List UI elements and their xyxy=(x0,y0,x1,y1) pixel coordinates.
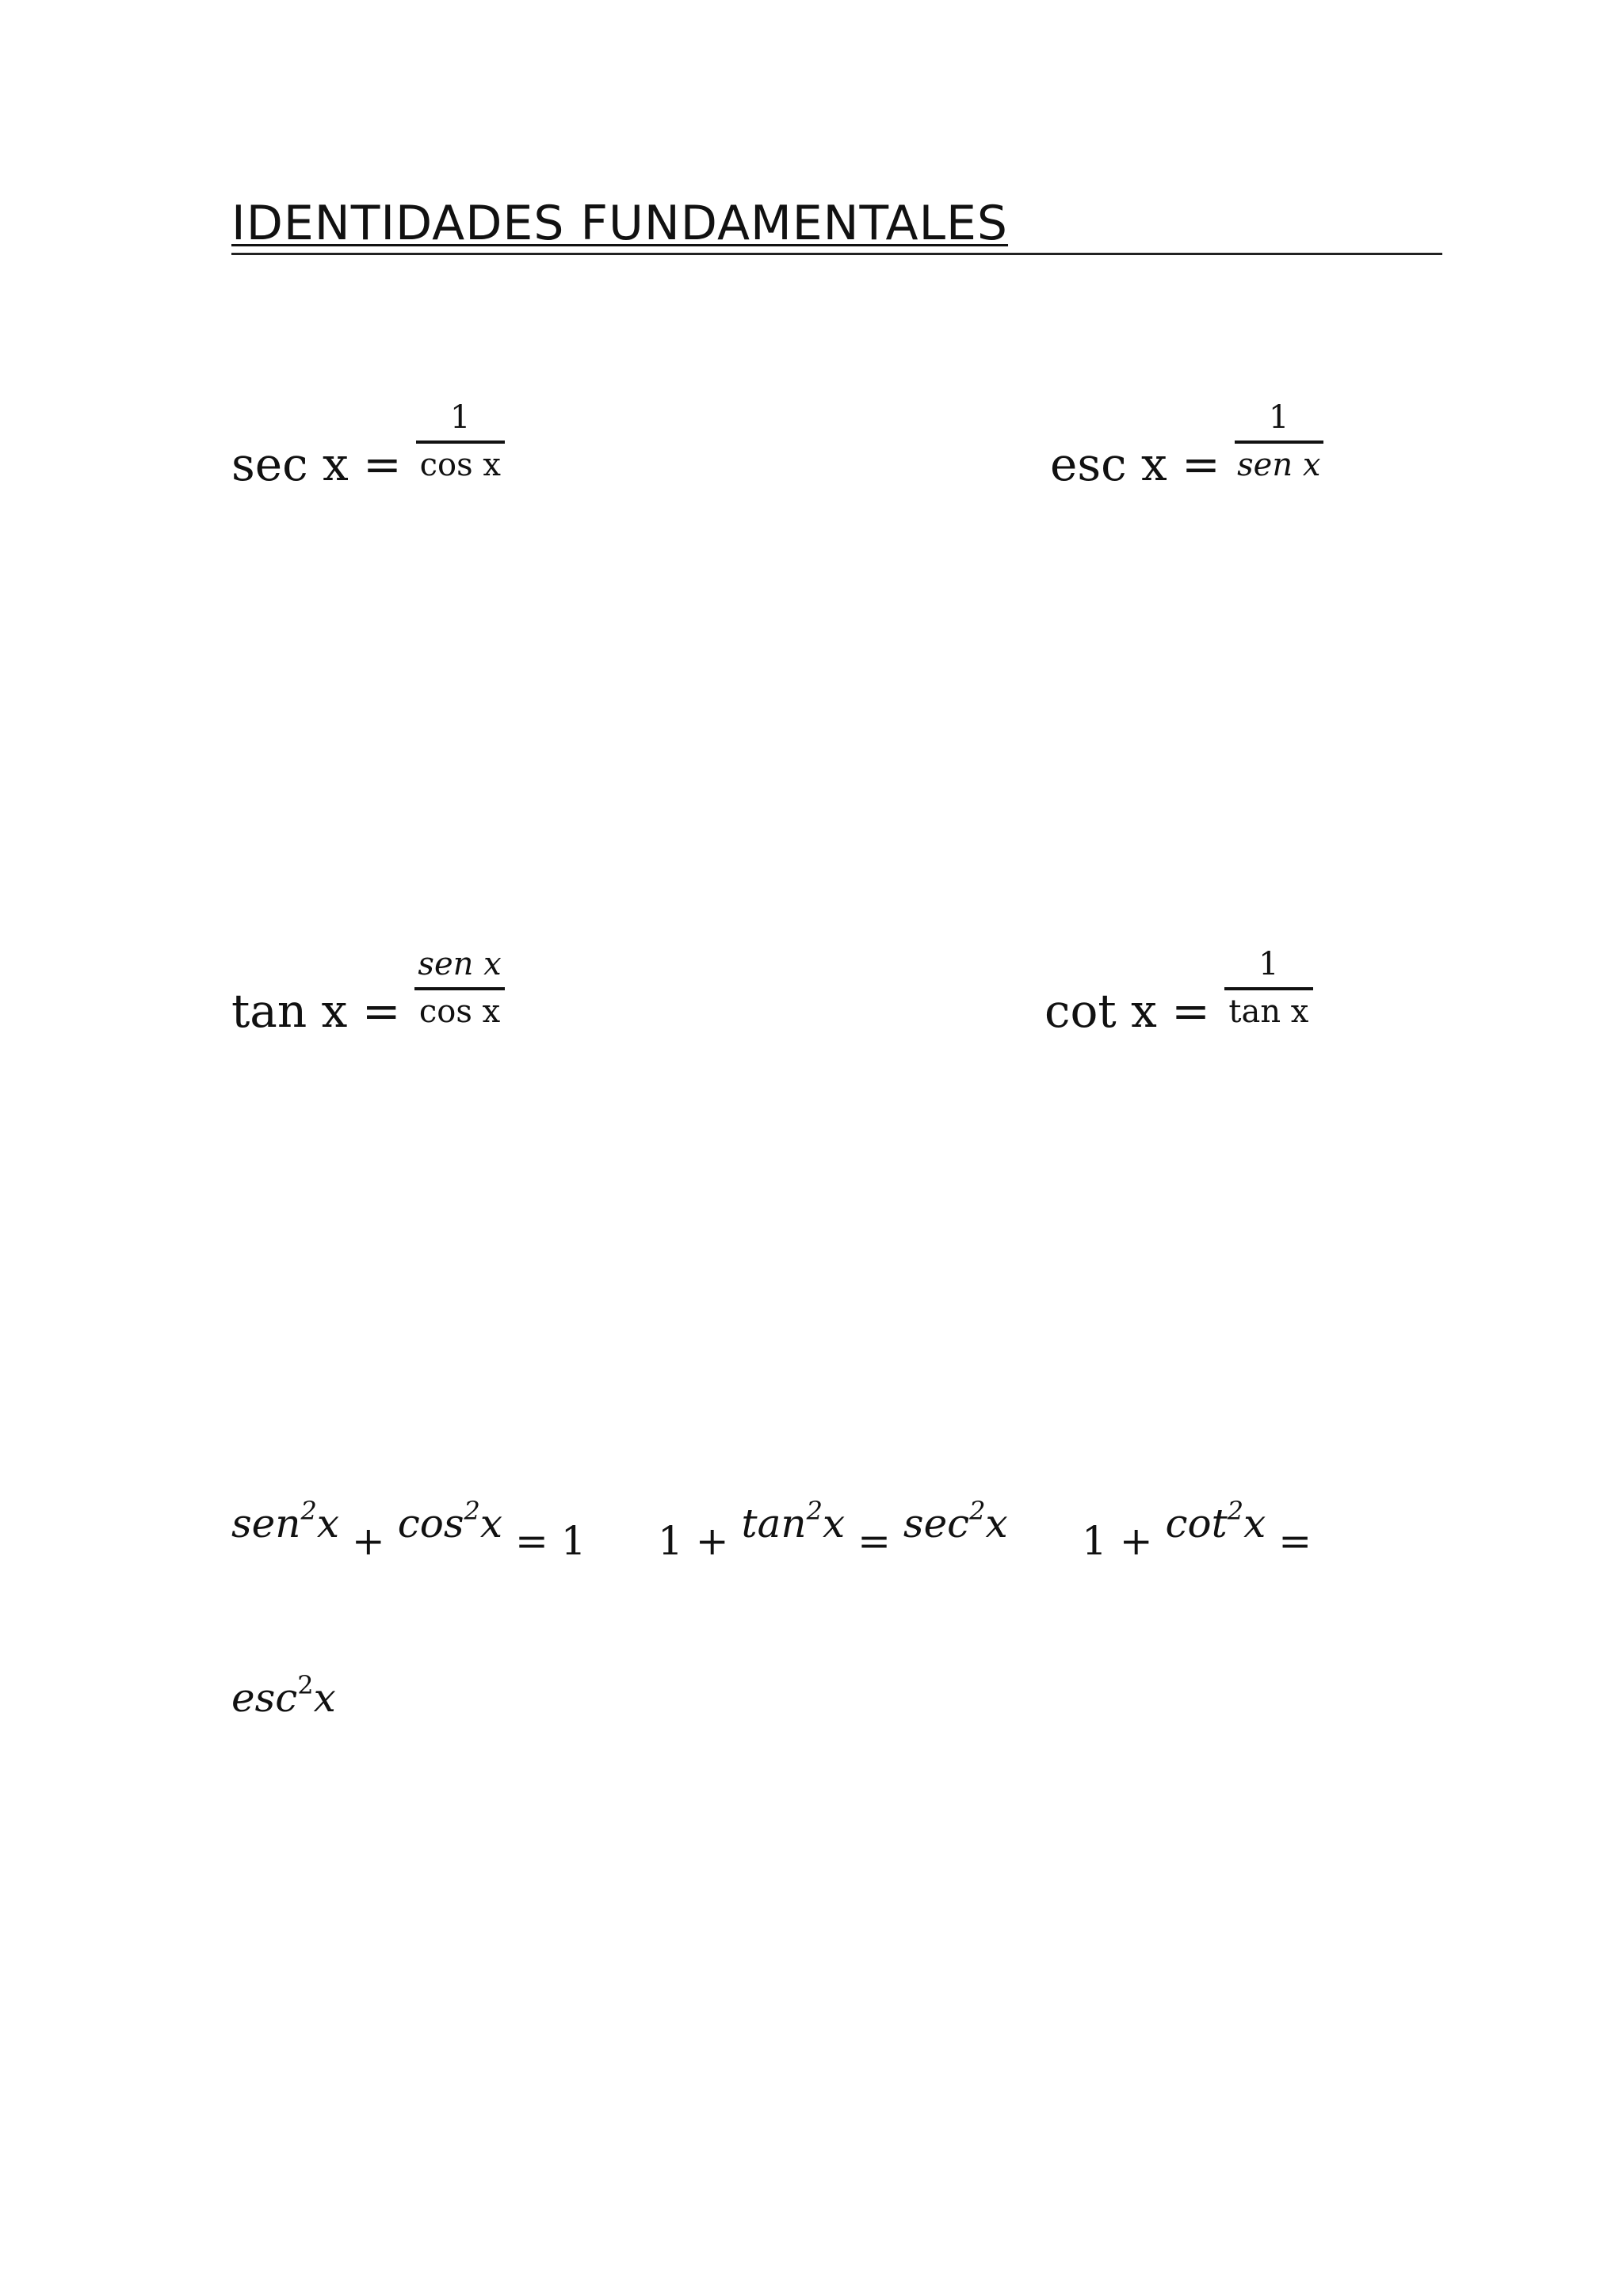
exponent: 2 xyxy=(1227,1496,1244,1526)
denominator: tan x xyxy=(1228,994,1309,1030)
denominator: cos x xyxy=(419,447,501,483)
identity-secant xyxy=(231,399,505,491)
pythagorean-identity-1 xyxy=(231,1496,586,1564)
numerator: 1 xyxy=(1235,399,1323,444)
fraction xyxy=(1235,399,1323,483)
identity-cotangent xyxy=(1044,946,1313,1038)
denominator: sen x xyxy=(1237,447,1321,483)
identity-cosecant xyxy=(1050,399,1323,491)
equals-sign: = xyxy=(1278,1518,1312,1564)
variable: x xyxy=(316,1501,340,1547)
variable: x xyxy=(479,1501,503,1547)
one-plus: 1 + xyxy=(658,1518,729,1564)
exponent: 2 xyxy=(969,1496,986,1526)
one-plus: 1 + xyxy=(1082,1518,1153,1564)
variable: x xyxy=(313,1675,336,1721)
numerator: sen x xyxy=(414,946,504,990)
fraction xyxy=(1224,946,1313,1030)
term-sen: sen xyxy=(231,1501,301,1547)
term-cot: cot xyxy=(1165,1501,1228,1547)
equals-sign: = xyxy=(857,1518,891,1564)
term-tan: tan xyxy=(741,1501,807,1547)
page-title: IDENTIDADES FUNDAMENTALES xyxy=(231,200,1442,255)
denominator: cos x xyxy=(418,994,501,1030)
exponent: 2 xyxy=(297,1670,314,1700)
variable: x xyxy=(822,1501,846,1547)
exponent: 2 xyxy=(464,1496,480,1526)
equals-one: = 1 xyxy=(514,1518,586,1564)
term-cos: cos xyxy=(397,1501,464,1547)
term-sec: sec xyxy=(903,1501,970,1547)
term-esc: esc xyxy=(231,1675,298,1721)
fraction xyxy=(414,946,504,1030)
identity-tangent xyxy=(231,946,505,1038)
pythagorean-identity-3 xyxy=(1082,1496,1312,1564)
exponent: 2 xyxy=(806,1496,823,1526)
pythagorean-identity-2 xyxy=(658,1496,1008,1564)
identity-lhs: tan x = xyxy=(231,984,401,1038)
numerator: 1 xyxy=(416,399,505,444)
variable: x xyxy=(1243,1501,1266,1547)
identity-lhs: cot x = xyxy=(1044,984,1210,1038)
fraction xyxy=(416,399,505,483)
plus-sign: + xyxy=(351,1518,385,1564)
exponent: 2 xyxy=(300,1496,317,1526)
identity-lhs: sec x = xyxy=(231,437,402,491)
pythagorean-identity-3-rhs xyxy=(231,1670,336,1721)
numerator: 1 xyxy=(1224,946,1313,990)
variable: x xyxy=(985,1501,1008,1547)
identity-lhs: esc x = xyxy=(1050,437,1220,491)
